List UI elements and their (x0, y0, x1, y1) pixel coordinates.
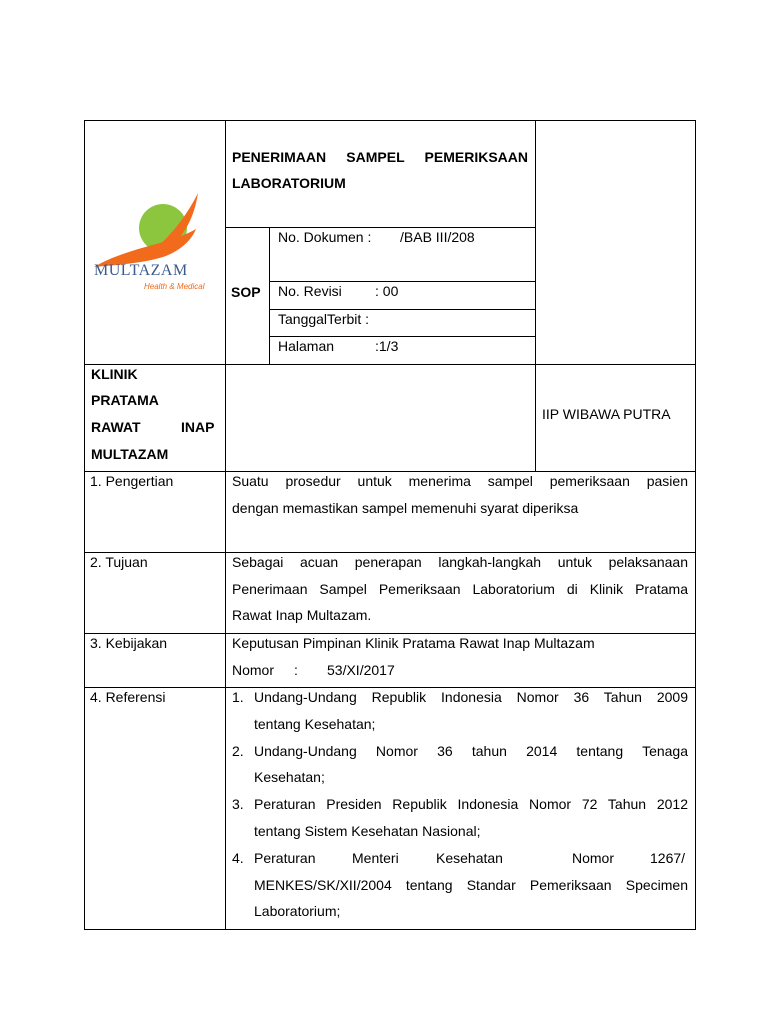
revision-value: : 00 (375, 283, 399, 299)
ref-number: 3. (232, 796, 244, 812)
tujuan-text-line2: Penerimaan Sampel Pemeriksaan Laboratorium di Klinik Pratama (232, 581, 688, 597)
pengertian-text-line2: dengan memastikan sampel memenuhi syarat diperiksa (232, 500, 579, 516)
ref3-line2: tentang Sistem Kesehatan Nasional; (254, 823, 481, 839)
sop-label: SOP (231, 284, 261, 300)
clinic-name-line1: KLINIK (91, 366, 138, 382)
clinic-name-line3a: RAWAT (91, 419, 141, 435)
doc-title-line1: PENERIMAAN SAMPEL PEMERIKSAAN (232, 149, 528, 165)
logo-name: MULTAZAM (94, 262, 188, 279)
kebijakan-nomor-value: 53/XI/2017 (327, 662, 395, 678)
kebijakan-nomor-label: Nomor (232, 662, 275, 678)
tujuan-text-line1: Sebagai acuan penerapan langkah-langkah untuk pelaksanaan (232, 554, 688, 570)
grid-line (225, 120, 226, 930)
ref4-line1-word1: Peraturan (254, 850, 316, 866)
ref4-line3: Laboratorium; (254, 903, 341, 919)
grid-line (84, 364, 696, 365)
tujuan-text-line3: Rawat Inap Multazam. (232, 607, 372, 623)
grid-line (84, 929, 696, 930)
issue-date-label: TanggalTerbit : (278, 311, 370, 327)
clinic-name-line3b: INAP (181, 419, 215, 435)
ref4-line1-word4: Nomor (572, 850, 615, 866)
ref2-line2: Kesehatan; (254, 769, 325, 785)
page-value: :1/3 (375, 338, 399, 354)
ref4-line1-word2: Menteri (352, 850, 399, 866)
ref2-line1: Undang-Undang Nomor 36 tahun 2014 tentang Tenaga (254, 743, 688, 759)
ref1-line1: Undang-Undang Republik Indonesia Nomor 36 Tahun 2009 (254, 689, 688, 705)
grid-line (535, 120, 536, 472)
ref1-line2: tentang Kesehatan; (254, 716, 376, 732)
clinic-name-line4: MULTAZAM (91, 446, 169, 462)
ref4-line2: MENKES/SK/XII/2004 tentang Standar Pemeriksaan Specimen (254, 877, 688, 893)
logo-tagline: Health & Medical (144, 282, 205, 291)
kebijakan-text-line1: Keputusan Pimpinan Klinik Pratama Rawat Inap Multazam (232, 635, 595, 651)
clinic-name-line2: PRATAMA (91, 392, 159, 408)
page-label: Halaman (278, 338, 335, 354)
signer-name: IIP WIBAWA PUTRA (542, 406, 671, 422)
kebijakan-nomor-separator: : (294, 662, 298, 678)
referensi-label: 4. Referensi (90, 689, 166, 705)
pengertian-label: 1. Pengertian (90, 473, 174, 489)
doc-no-value: /BAB III/208 (400, 229, 475, 245)
grid-line (84, 120, 85, 930)
grid-line (695, 120, 696, 930)
doc-title-line2: LABORATORIUM (232, 175, 346, 191)
ref4-line1-word3: Kesehatan (436, 850, 503, 866)
ref-number: 2. (232, 743, 244, 759)
kebijakan-label: 3. Kebijakan (90, 635, 168, 651)
ref-number: 4. (232, 850, 244, 866)
revision-label: No. Revisi (278, 283, 342, 299)
ref3-line1: Peraturan Presiden Republik Indonesia Nomor 72 Tahun 2012 (254, 796, 688, 812)
ref-number: 1. (232, 689, 244, 705)
ref4-line1-word5: 1267/ (650, 850, 686, 866)
tujuan-label: 2. Tujuan (90, 554, 148, 570)
pengertian-text-line1: Suatu prosedur untuk menerima sampel pemeriksaan pasien (232, 473, 688, 489)
doc-no-label: No. Dokumen : (278, 229, 372, 245)
multazam-logo (88, 185, 223, 300)
grid-line (84, 120, 696, 121)
grid-line (269, 227, 270, 365)
grid-line (225, 227, 536, 228)
